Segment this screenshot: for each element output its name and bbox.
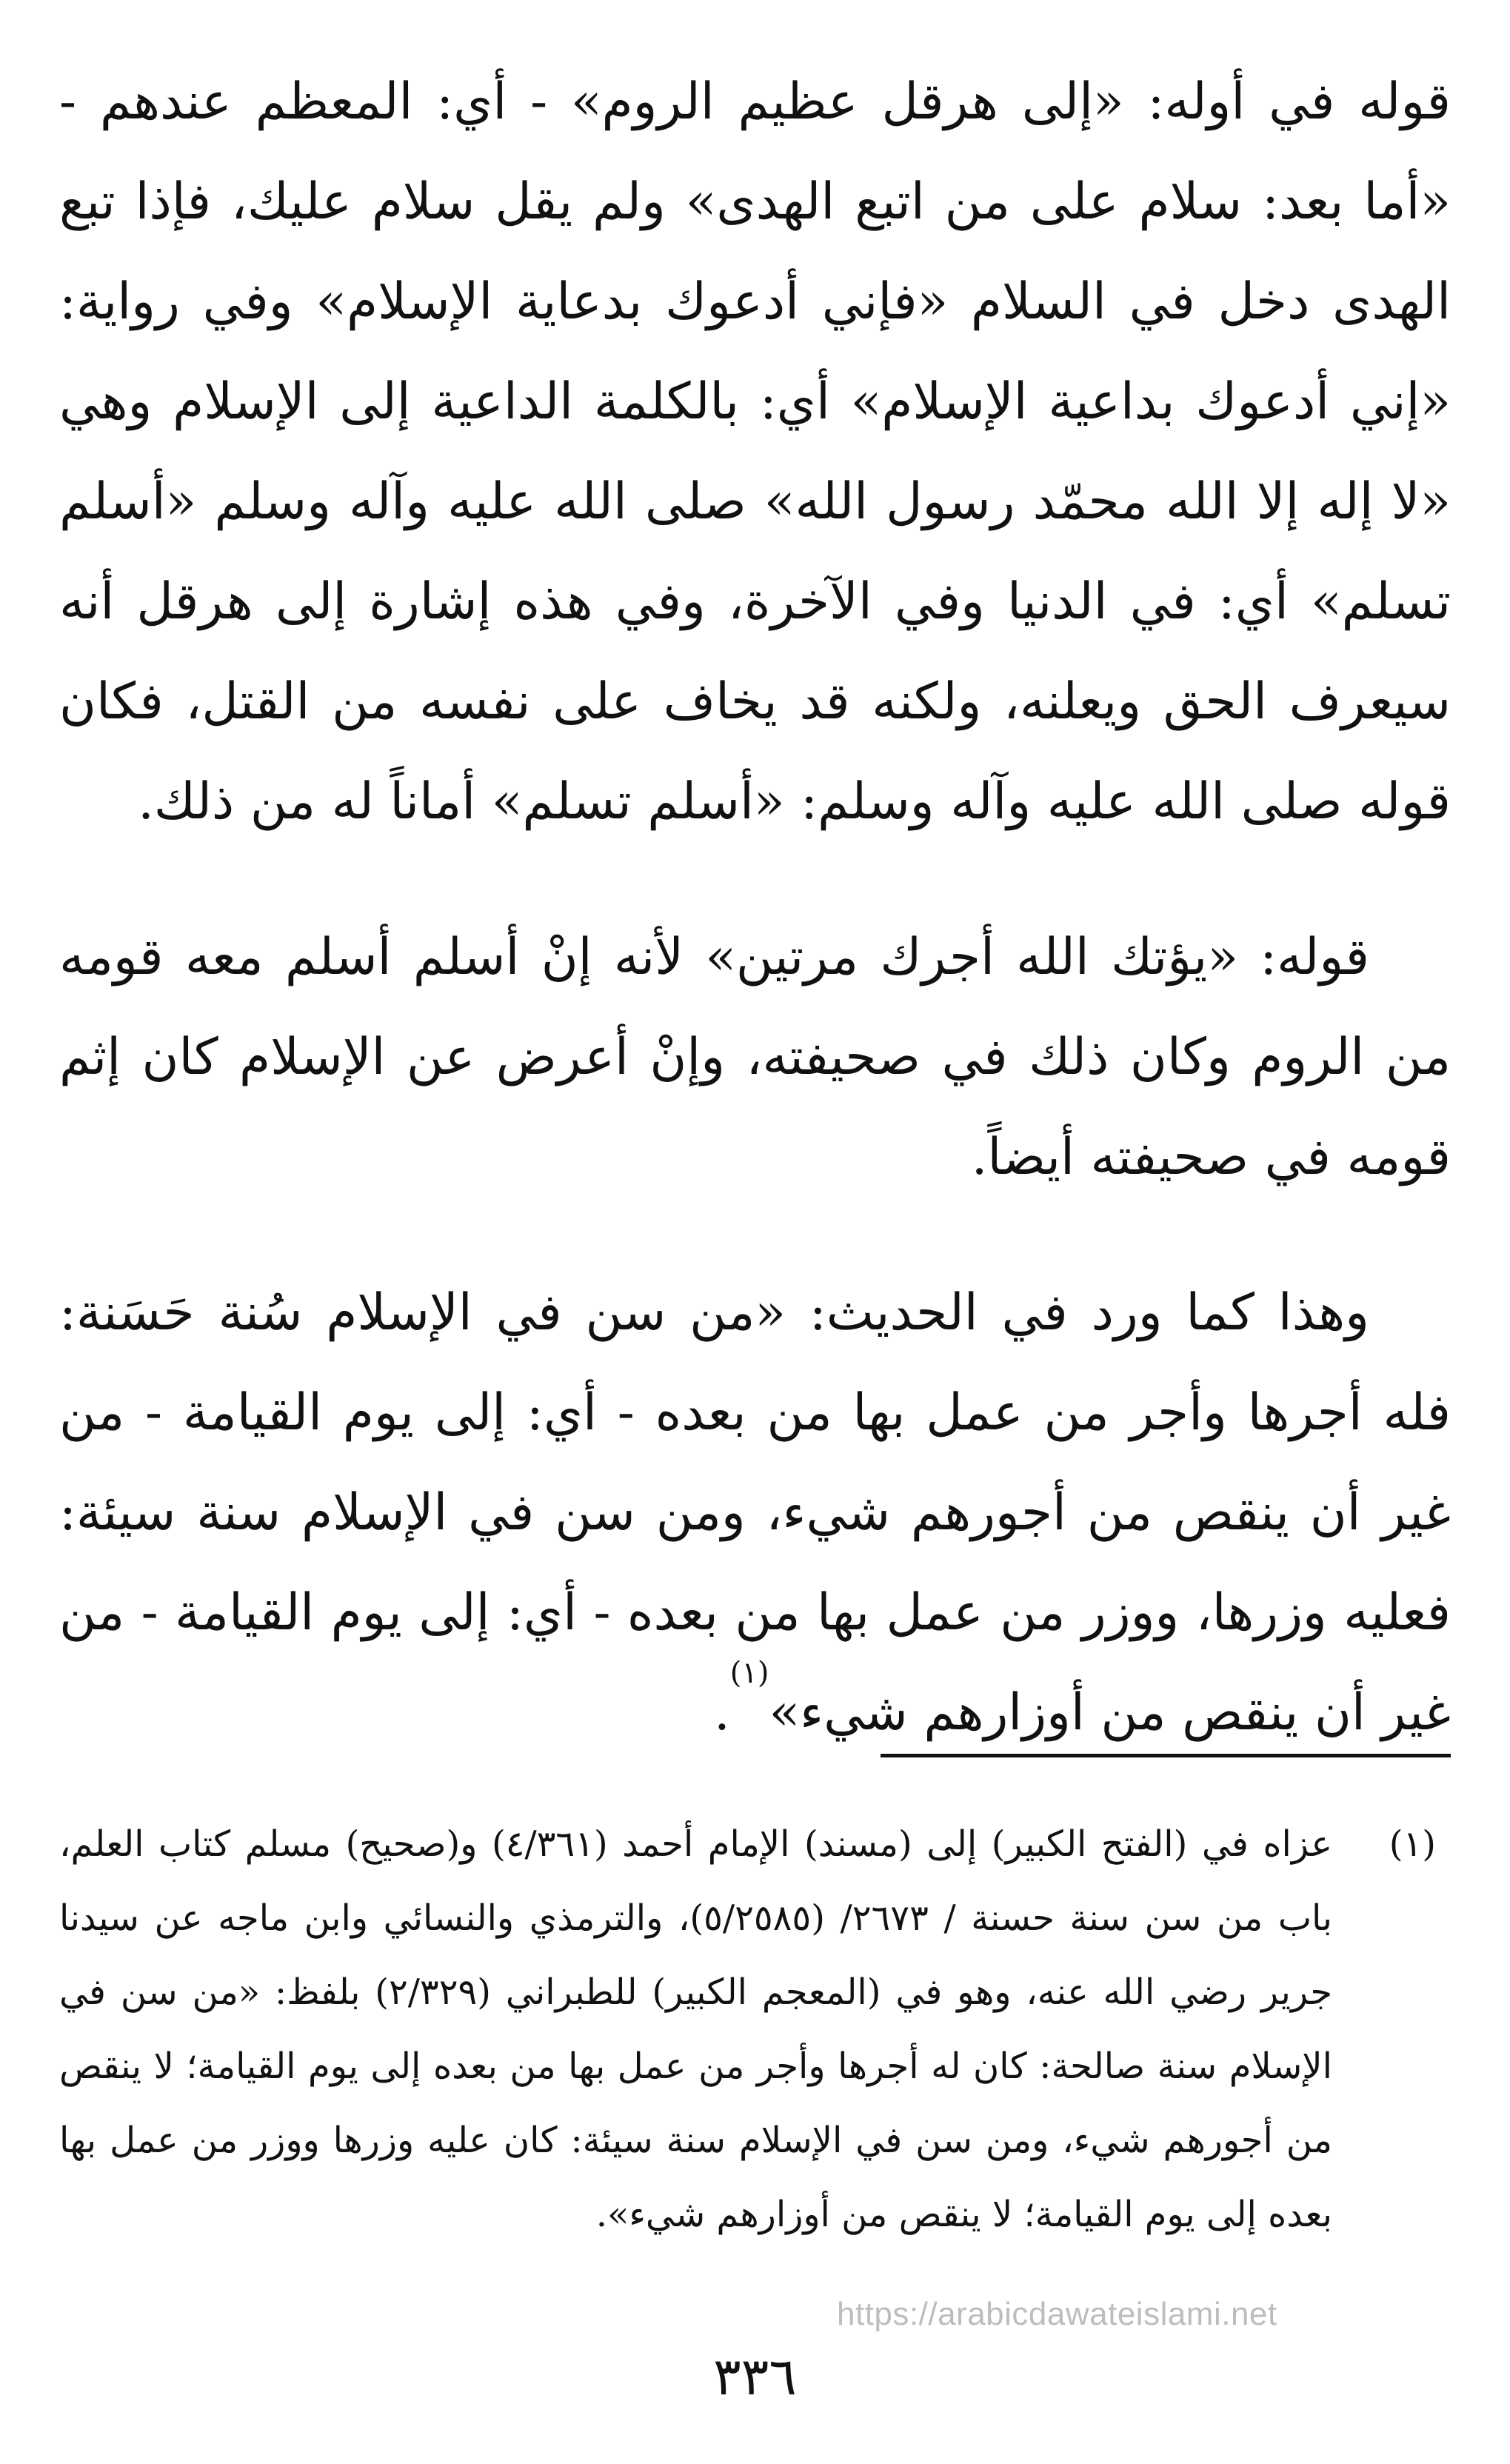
paragraph-hadith-sunnah [59, 1263, 1451, 1763]
paragraph-tail: . [714, 1683, 730, 1742]
paragraph-text: وهذا كما ورد في الحديث: «من سن في الإسلام سُنة حَسَنة: فله أجرها وأجر من عمل بها من بعده - أي: إلى يوم القيامة - من غير أن ينقص من أجورهم شيء، ومن سن في الإسلام سنة سيئة: فعليه وزرها، ووزر من عمل بها من بعده - أي: إلى يوم القيامة - من غير أن ينقص من أوزارهم شيء» [59, 1283, 1451, 1742]
paragraph-text: قوله في أوله: «إلى هرقل عظيم الروم» - أي: المعظم عندهم - «أما بعد: سلام على من اتبع الهدى» ولم يقل سلام عليك، فإذا تبع الهدى دخل في السلام «فإني أدعوك بدعاية الإسلام» وفي رواية: «إني أدعوك بداعية الإسلام» أي: بالكلمة الداعية إلى الإسلام وهي «لا إله إلا الله محمّد رسول الله» صلى الله عليه وآله وسلم «أسلم تسلم» أي: في الدنيا وفي الآخرة، وفي هذه إشارة إلى هرقل أنه سيعرف الحق ويعلنه، ولكنه قد يخاف على نفسه من القتل، فكان قوله صلى الله عليه وآله وسلم: «أسلم تسلم» أماناً له من ذلك. [59, 73, 1451, 831]
paragraph-double-reward [59, 907, 1451, 1207]
footnotes-section [59, 1807, 1451, 2251]
watermark-url: https://arabicdawateislami.net [837, 2296, 1277, 2332]
paragraph-text: قوله: «يؤتك الله أجرك مرتين» لأنه إنْ أسلم أسلم معه قومه من الروم وكان ذلك في صحيفته، وإنْ أعرض عن الإسلام كان إثم قومه في صحيفته أيضاً. [59, 928, 1451, 1186]
footnote-number: (١) [1389, 1823, 1436, 1865]
footnote-item [59, 1807, 1451, 2251]
footnote-reference[interactable]: (١) [729, 1656, 769, 1690]
footnote-separator [881, 1754, 1451, 1757]
footnote-text: عزاه في (الفتح الكبير) إلى (مسند) الإمام أحمد (٤/٣٦١) و(صحيح) مسلم كتاب العلم، باب من سن سنة حسنة / ٢٦٧٣/ (٥/٢٥٨٥)، والترمذي والنسائي وابن ماجه عن سيدنا جرير رضي الله عنه، وهو في (المعجم الكبير) للطبراني (٢/٣٢٩) بلفظ: «من سن في الإسلام سنة صالحة: كان له أجرها وأجر من عمل بها من بعده إلى يوم القيامة؛ لا ينقص من أجورهم شيء، ومن سن في الإسلام سنة سيئة: كان عليه وزرها ووزر من عمل بها بعده إلى يوم القيامة؛ لا ينقص من أوزارهم شيء». [59, 1823, 1333, 2235]
page-number: ٣٣٦ [713, 2346, 797, 2407]
paragraph-heraclius-letter [59, 52, 1451, 852]
main-text-body [59, 52, 1451, 1763]
